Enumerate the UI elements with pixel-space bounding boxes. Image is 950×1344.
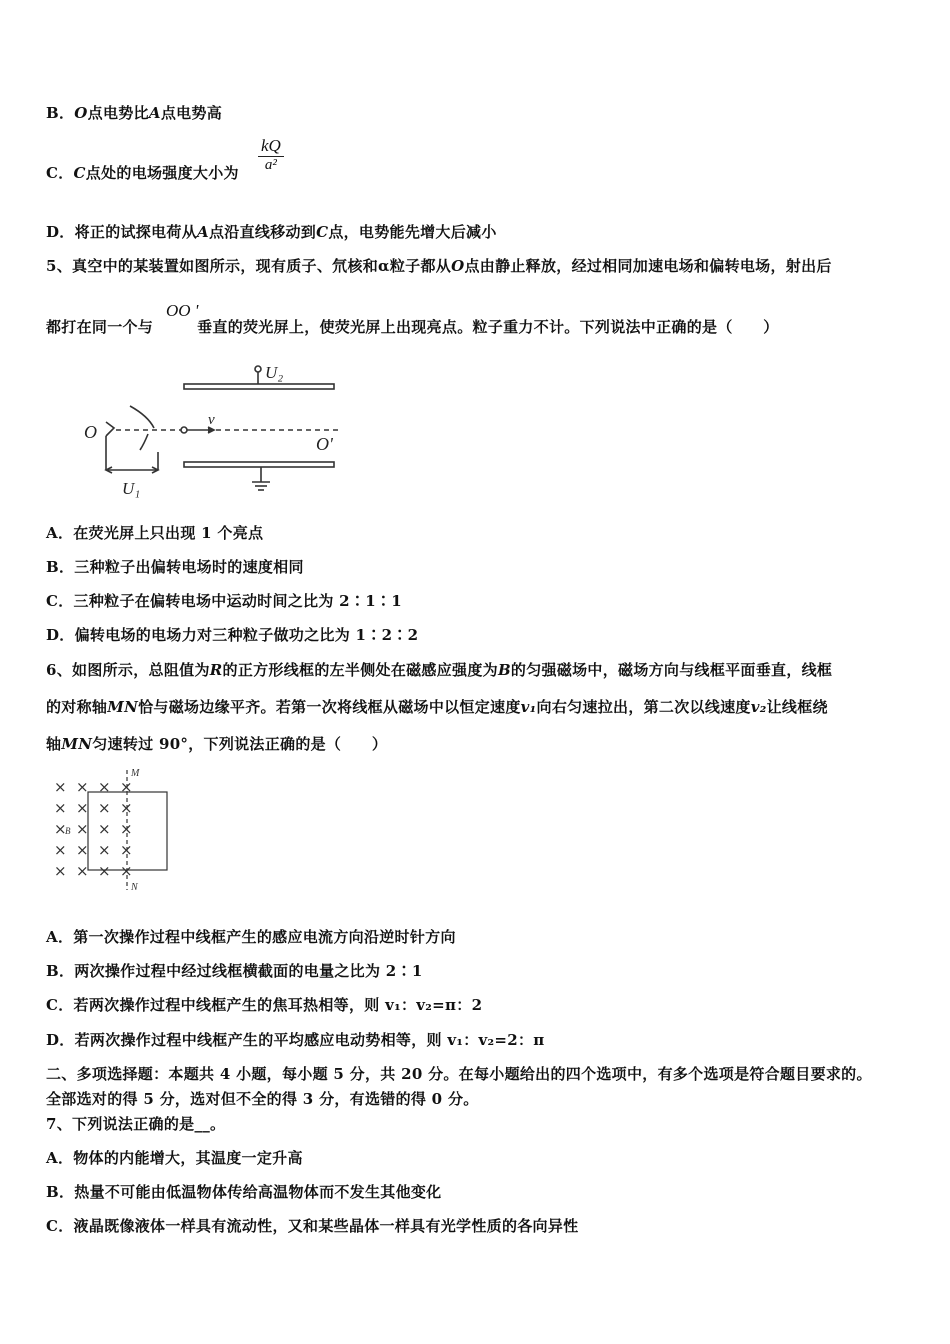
magnetic-field-cross-icon: × [76, 841, 89, 859]
magnetic-field-cross-icon: × [120, 778, 133, 796]
upper-plate [184, 384, 334, 389]
q7-stem: 7、下列说法正确的是__。 [46, 1115, 226, 1133]
point-o-label: O [84, 422, 97, 442]
q6-stem-line2: 的对称轴MN恰与磁场边缘平齐。若第一次将线框从磁场中以恒定速度v₁向右匀速拉出，第二次以线速度v₂让线框绕 [46, 698, 828, 716]
q4-option-c: C．C点处的电场强度大小为 [46, 164, 239, 182]
magnetic-field-cross-icon: × [98, 799, 111, 817]
u2-label: U₂ [265, 363, 284, 382]
electric-field-formula: $\frac{kQ}{\text{a²}}$ [258, 136, 284, 174]
magnetic-field-cross-icon: × [76, 799, 89, 817]
label-m: M [131, 768, 140, 779]
section2-heading-line1: 二、多项选择题：本题共 4 小题，每小题 5 分，共 20 分。在每小题给出的四个选项中，有多个选项是符合题目要求的。 [46, 1065, 872, 1083]
magnetic-field-cross-icon: × [98, 862, 111, 880]
q7-option-a: A．物体的内能增大，其温度一定升高 [46, 1149, 303, 1167]
q6-stem-line3: 轴MN匀速转过 90°，下列说法正确的是（ ） [46, 735, 388, 753]
magnetic-field-cross-icon: × [120, 820, 133, 838]
point-o-prime-label: O' [316, 434, 333, 454]
lower-plate [184, 462, 334, 467]
q5-option-d: D．偏转电场的电场力对三种粒子做功之比为 1∶2∶2 [46, 626, 419, 644]
magnetic-field-cross-icon: × [98, 820, 111, 838]
section2-heading-line2: 全部选对的得 5 分，选对但不全的得 3 分，有选错的得 0 分。 [46, 1090, 479, 1108]
magnetic-field-cross-icon: × [54, 841, 67, 859]
q4-option-d: D．将正的试探电荷从A点沿直线移动到C点，电势能先增大后减小 [46, 223, 497, 241]
q5-option-b: B．三种粒子出偏转电场时的速度相同 [46, 558, 304, 576]
label-n: N [131, 882, 138, 893]
q7-option-c: C．液晶既像液体一样具有流动性，又和某些晶体一样具有光学性质的各向异性 [46, 1217, 579, 1235]
magnetic-field-cross-icon: × [54, 778, 67, 796]
q6-option-b: B．两次操作过程中经过线框横截面的电量之比为 2∶1 [46, 962, 423, 980]
q6-option-d: D．若两次操作过程中线框产生的平均感应电动势相等，则 v₁：v₂=2：π [46, 1031, 545, 1049]
velocity-label: v [208, 412, 215, 428]
magnetic-field-cross-icon: × [76, 778, 89, 796]
magnetic-field-loop-figure [48, 764, 188, 894]
magnetic-field-cross-icon: × [120, 799, 133, 817]
q5-option-a: A．在荧光屏上只出现 1 个亮点 [46, 524, 264, 542]
magnetic-field-cross-icon: × [98, 778, 111, 796]
q6-option-a: A．第一次操作过程中线框产生的感应电流方向沿逆时针方向 [46, 928, 456, 946]
magnetic-field-cross-icon: × [120, 841, 133, 859]
deflection-apparatus-figure [78, 358, 358, 503]
magnetic-field-cross-icon: × [76, 862, 89, 880]
q4-option-b: B．O点电势比A点电势高 [46, 104, 223, 122]
oo-prime-label: OO ' [166, 301, 199, 320]
q5-option-c: C．三种粒子在偏转电场中运动时间之比为 2∶1∶1 [46, 592, 402, 610]
magnetic-field-cross-icon: × [54, 820, 67, 838]
u1-label: U₁ [122, 479, 141, 498]
q7-option-b: B．热量不可能由低温物体传给高温物体而不发生其他变化 [46, 1183, 442, 1201]
magnetic-field-cross-icon: × [98, 841, 111, 859]
magnetic-field-cross-icon: × [54, 862, 67, 880]
q5-stem-line2: 都打在同一个与 垂直的荧光屏上，使荧光屏上出现亮点。粒子重力不计。下列说法中正确的是（ ） [46, 318, 779, 336]
q6-option-c: C．若两次操作过程中线框产生的焦耳热相等，则 v₁：v₂=π：2 [46, 996, 483, 1014]
q5-stem-line1: 5、真空中的某装置如图所示，现有质子、氘核和α粒子都从O点由静止释放，经过相同加速电场和偏转电场，射出后 [46, 257, 832, 275]
magnetic-field-cross-icon: × [76, 820, 89, 838]
magnetic-field-cross-icon: × [120, 862, 133, 880]
q6-stem-line1: 6、如图所示，总阻值为R的正方形线框的左半侧处在磁感应强度为B的匀强磁场中，磁场方向与线框平面垂直，线框 [46, 661, 833, 679]
magnetic-field-cross-icon: × [54, 799, 67, 817]
label-b: B [65, 826, 71, 836]
